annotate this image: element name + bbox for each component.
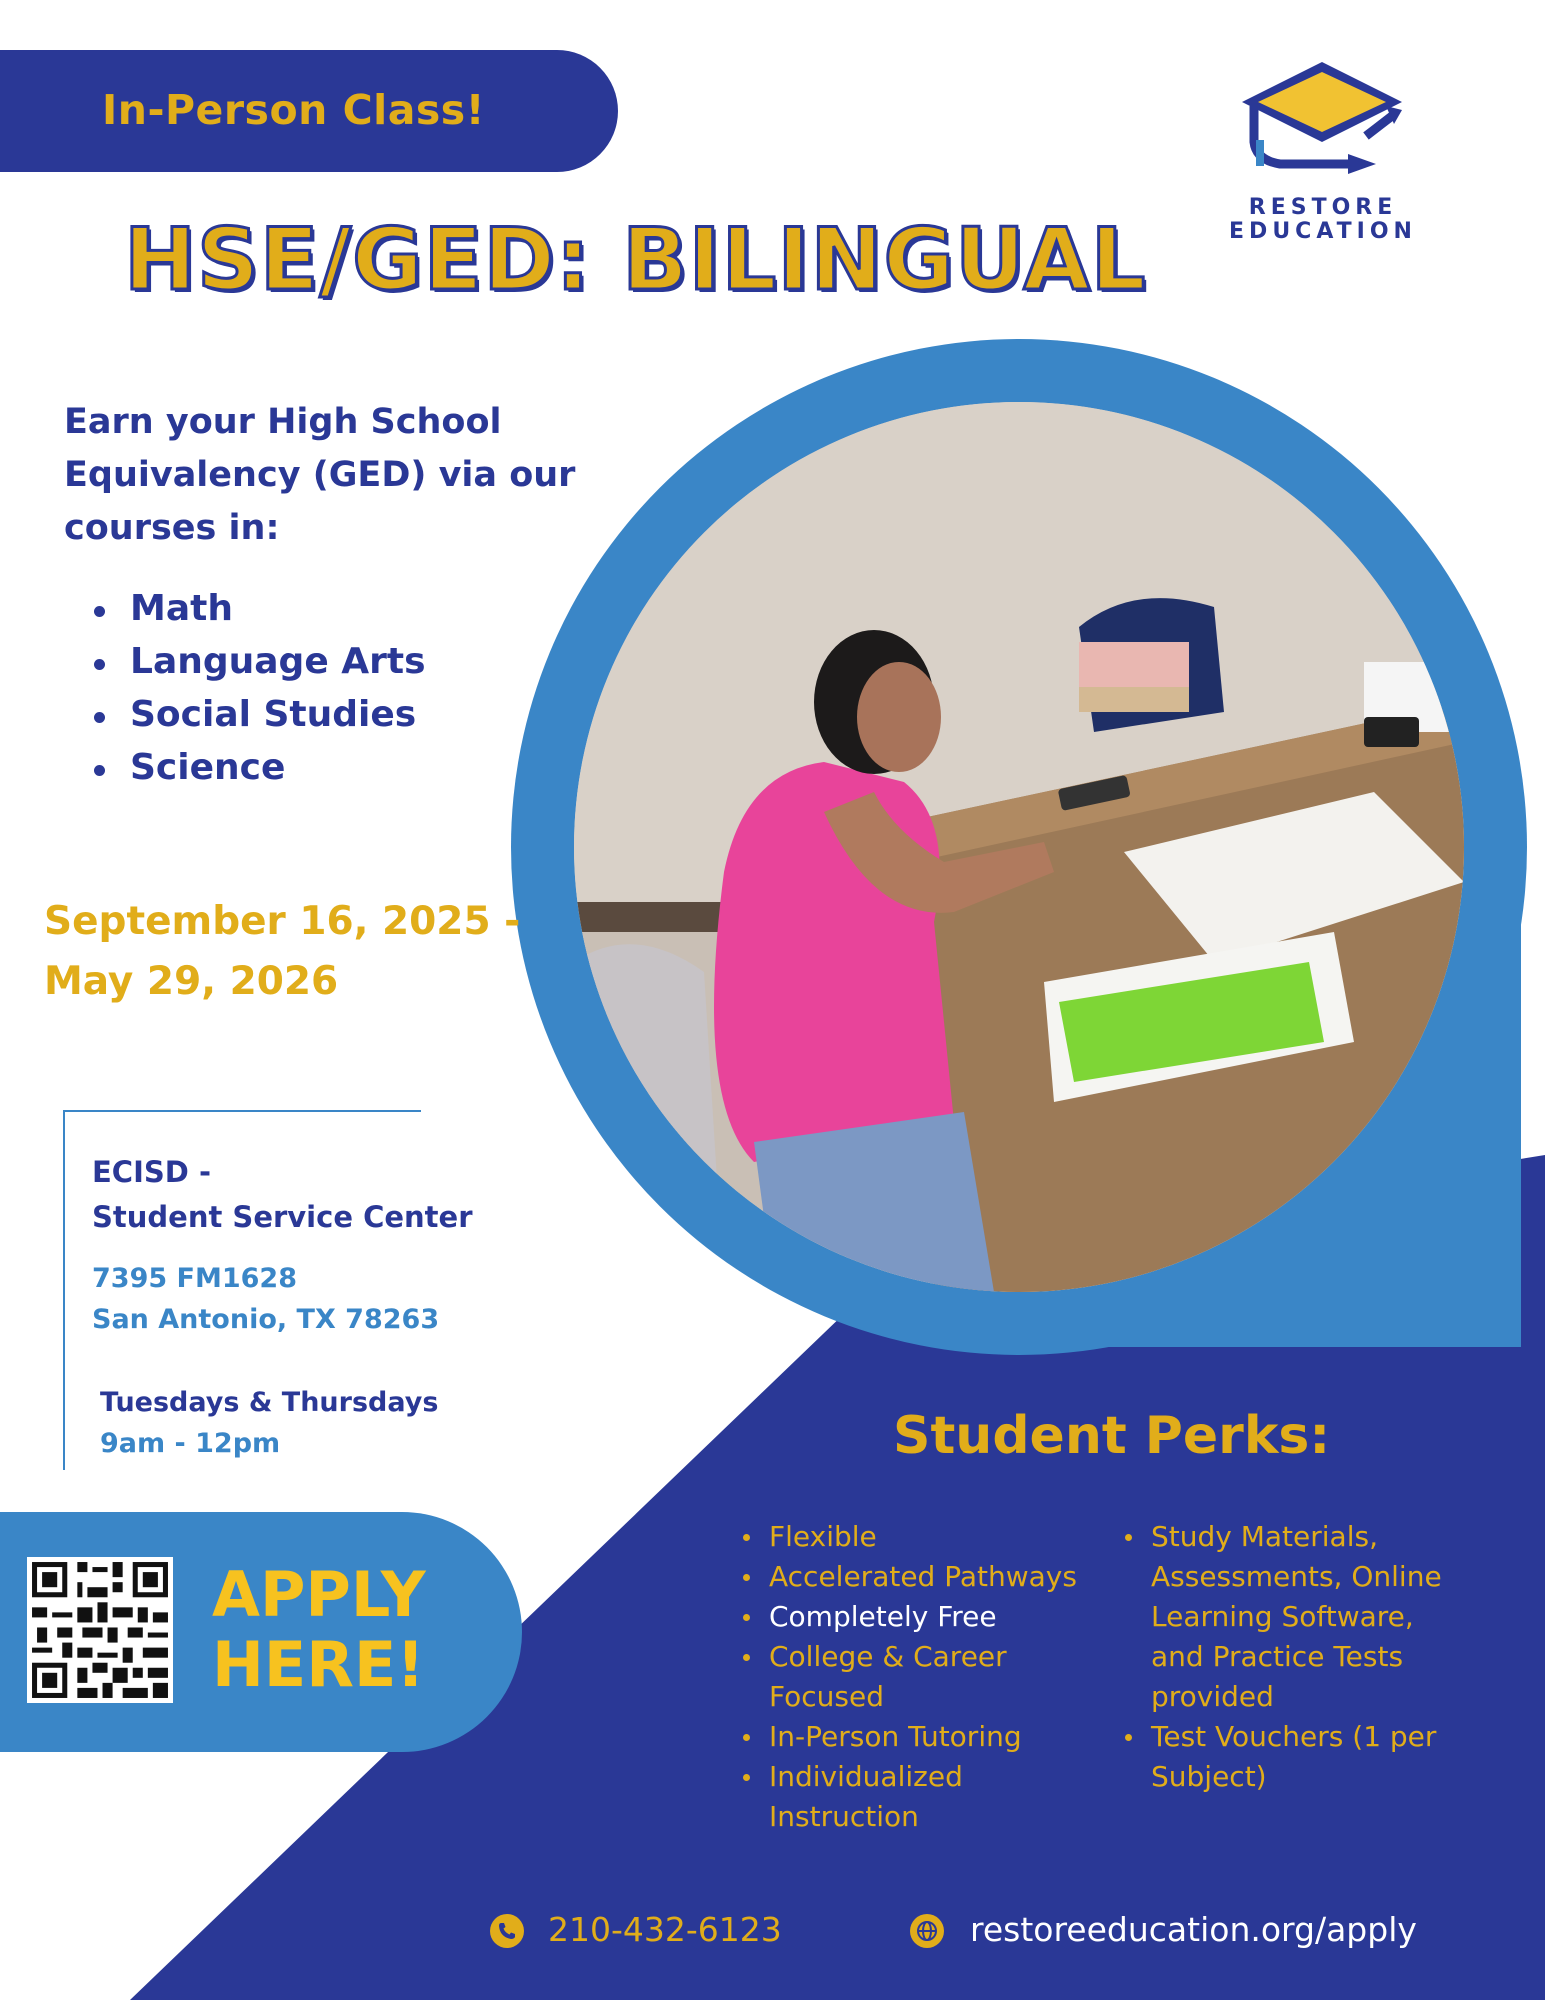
location-name-line2: Student Service Center <box>92 1200 473 1234</box>
end-date: May 29, 2026 <box>44 959 339 1004</box>
footer-phone[interactable]: 210-432-6123 <box>548 1910 782 1949</box>
globe-icon <box>910 1914 944 1948</box>
in-person-label: In-Person Class! <box>102 86 485 134</box>
perks-list-left <box>741 1517 1111 1837</box>
footer-website[interactable]: restoreeducation.org/apply <box>970 1910 1417 1949</box>
list-item: Language Arts <box>90 635 426 688</box>
list-item: Individualized Instruction <box>741 1757 1111 1837</box>
perks-list-right <box>1123 1517 1463 1797</box>
list-item: Test Vouchers (1 per Subject) <box>1123 1717 1463 1797</box>
apply-line2: HERE! <box>212 1628 425 1701</box>
logo-line-education: EDUCATION <box>1229 219 1417 244</box>
location-name-line1: ECISD - <box>92 1155 211 1189</box>
list-item: College & Career Focused <box>741 1637 1111 1717</box>
location-divider-horizontal <box>63 1110 421 1112</box>
apply-here-cta[interactable] <box>212 1560 426 1700</box>
list-item: Completely Free <box>741 1597 1111 1637</box>
address-line2: San Antonio, TX 78263 <box>92 1304 440 1335</box>
perks-title: Student Perks: <box>893 1406 1331 1466</box>
apply-line1: APPLY <box>212 1558 426 1631</box>
list-item: Flexible <box>741 1517 1111 1557</box>
location-divider-vertical <box>63 1110 65 1470</box>
list-item: Social Studies <box>90 688 426 741</box>
course-dates <box>44 892 544 1012</box>
logo-wordmark <box>1200 196 1446 244</box>
list-item: Study Materials, Assessments, Online Learning Software, and Practice Tests provided <box>1123 1517 1463 1717</box>
list-item: Accelerated Pathways <box>741 1557 1111 1597</box>
intro-text: Earn your High School Equivalency (GED) via our courses in: <box>64 402 576 548</box>
location-name <box>92 1150 473 1240</box>
list-item: In-Person Tutoring <box>741 1717 1111 1757</box>
page-title: HSE/GED: BILINGUAL <box>124 210 1147 310</box>
qr-code-icon[interactable] <box>27 1557 173 1703</box>
course-list <box>90 582 426 794</box>
graduation-cap-logo-icon <box>1236 56 1408 176</box>
address-line1: 7395 FM1628 <box>92 1263 298 1294</box>
class-days: Tuesdays & Thursdays <box>100 1387 439 1418</box>
class-time: 9am - 12pm <box>100 1428 281 1459</box>
logo-line-restore: RESTORE <box>1248 195 1398 220</box>
list-item: Math <box>90 582 426 635</box>
phone-icon <box>490 1914 524 1948</box>
location-address <box>92 1258 439 1340</box>
student-photo-illustration <box>574 402 1464 1292</box>
list-item: Science <box>90 741 426 794</box>
start-date: September 16, 2025 - <box>44 899 521 944</box>
student-photo <box>574 402 1464 1292</box>
